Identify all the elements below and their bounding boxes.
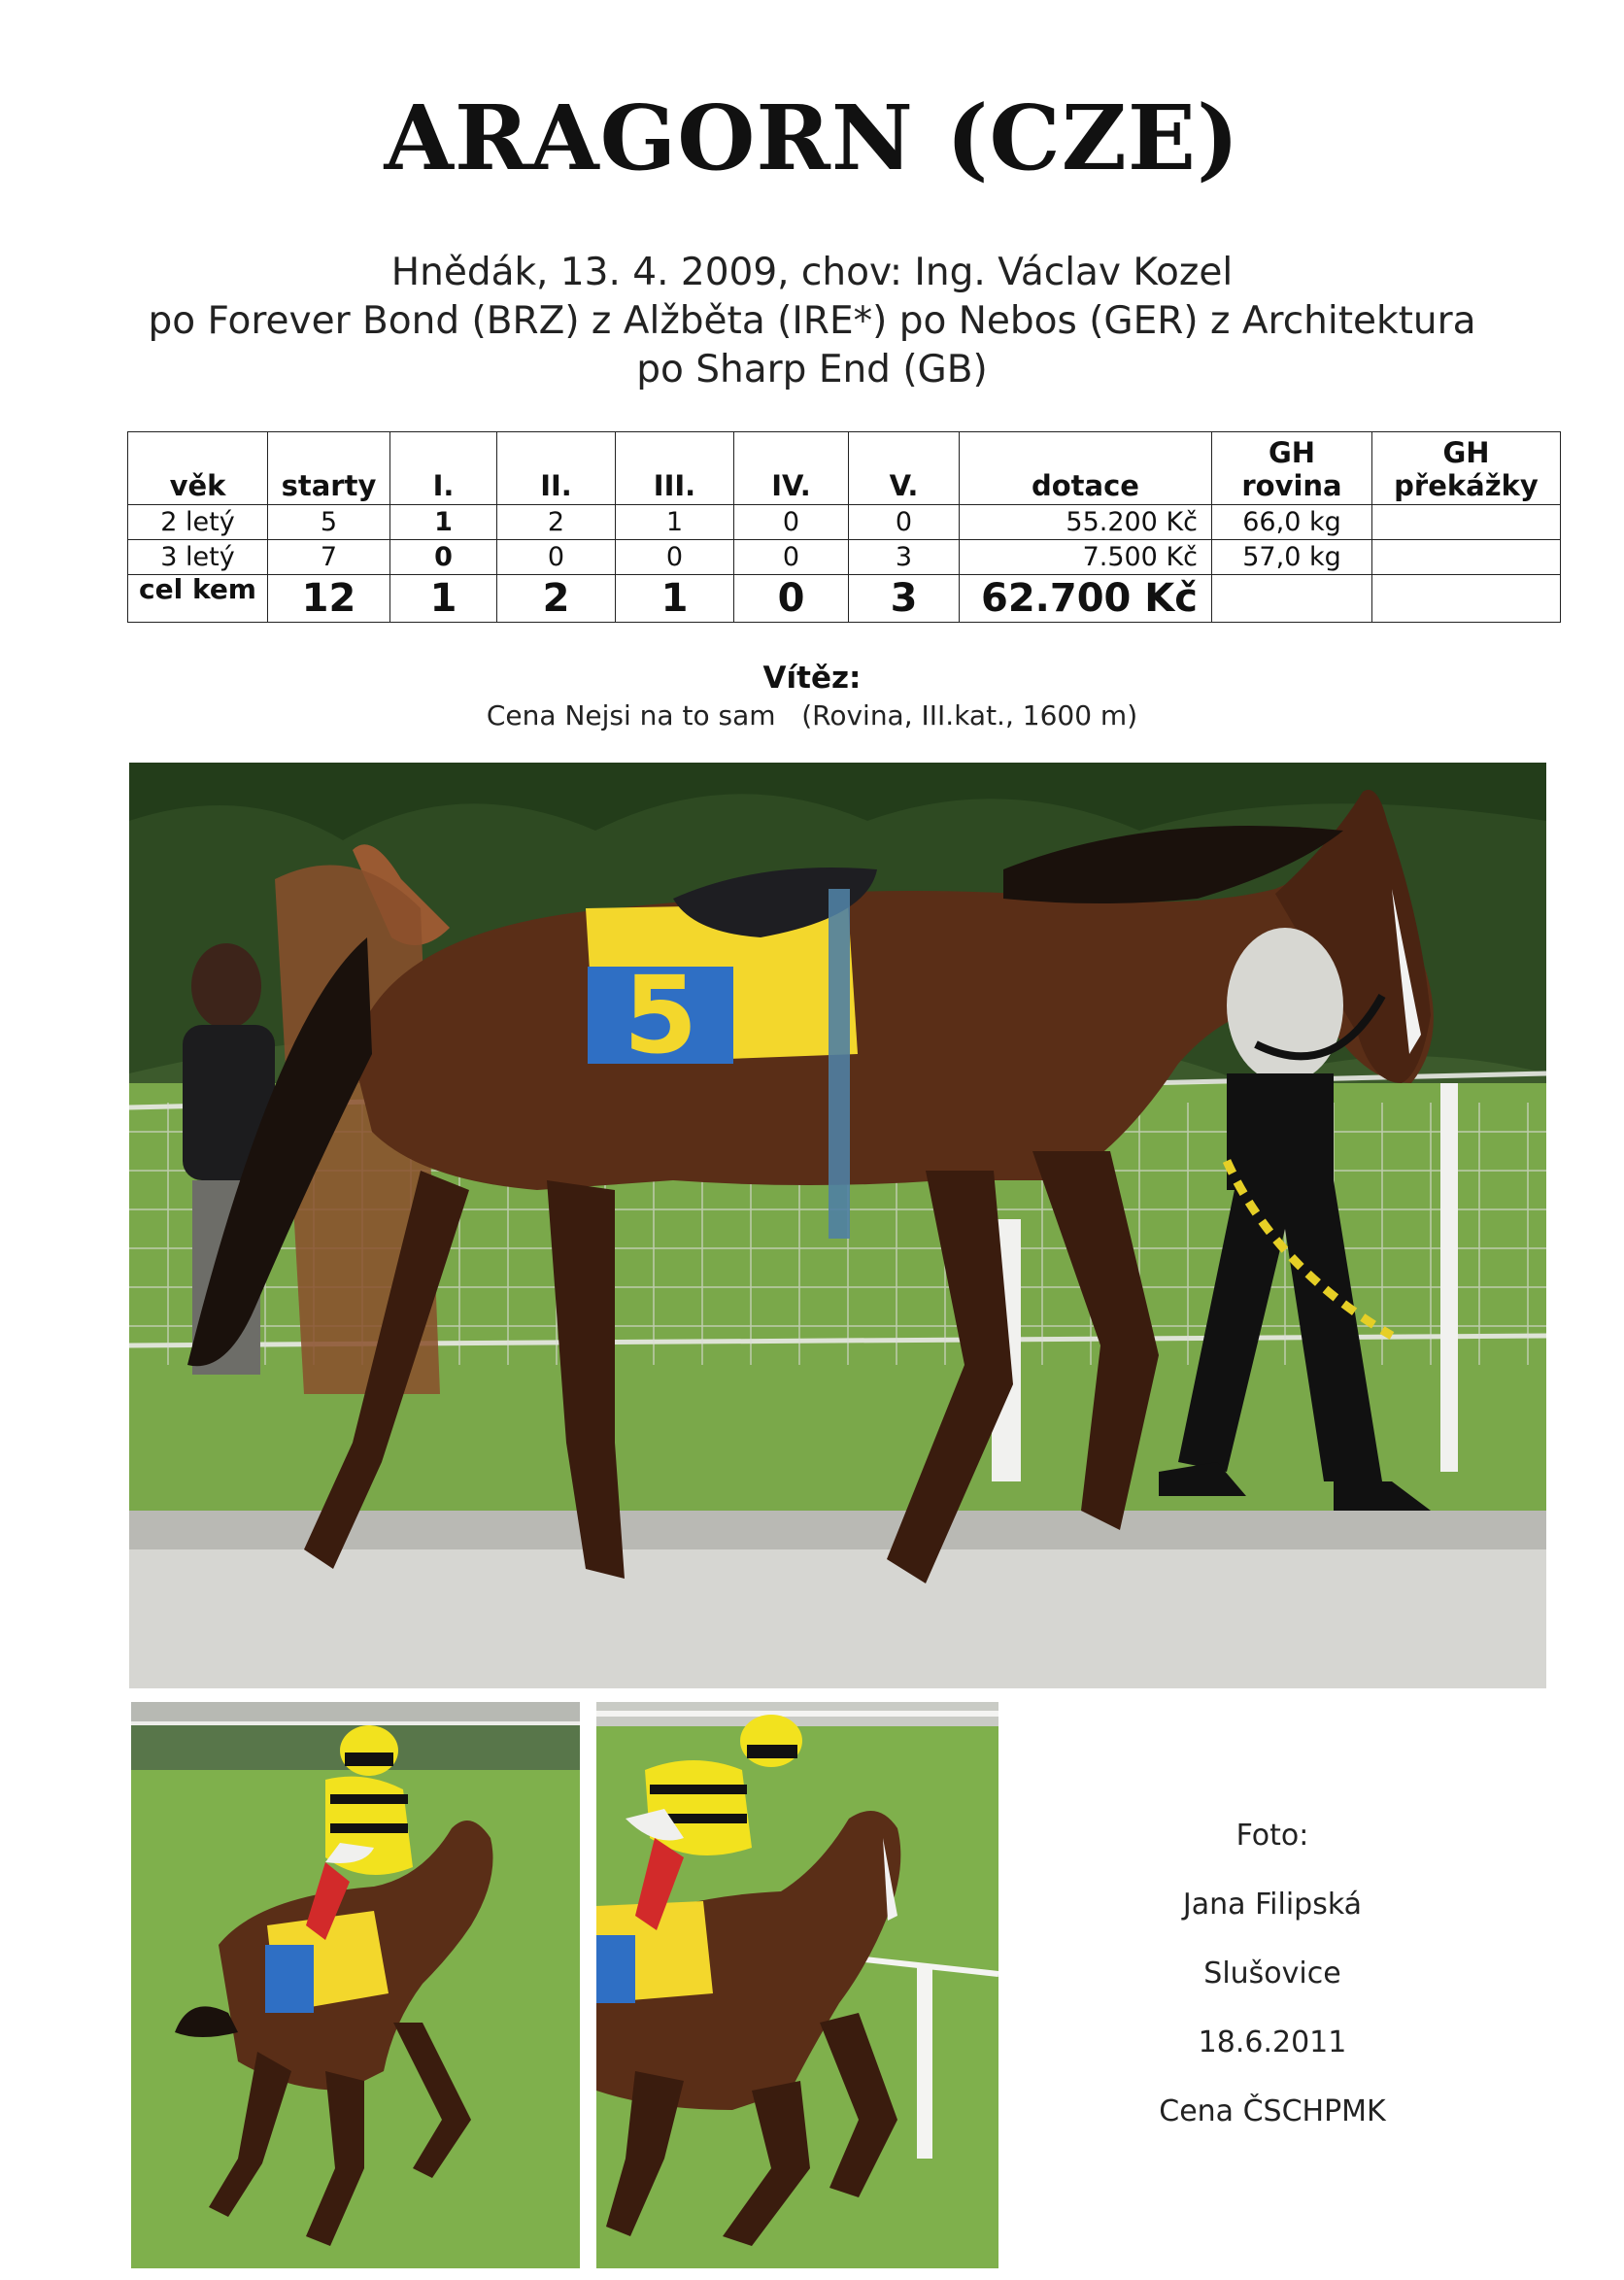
winner-heading: Vítěz: [762, 661, 862, 696]
photo-horse-gallop-2-drawing [596, 1702, 998, 2268]
cell-fifth: 3 [849, 540, 960, 575]
header-gh-rovina-bottom: rovina [1241, 469, 1342, 502]
header-dotace: dotace [960, 432, 1212, 505]
credits-race: Cena ČSCHPMK [1159, 2094, 1386, 2128]
cell-total-gh-prekazky [1372, 575, 1561, 623]
cell-fourth: 0 [734, 540, 849, 575]
cell-dotace: 7.500 Kč [960, 540, 1212, 575]
info-line-2: po Forever Bond (BRZ) z Alžběta (IRE*) po Nebos (GER) z Architektura [148, 299, 1476, 343]
cell-total-fourth: 0 [734, 575, 849, 623]
cell-total-label: cel kem [128, 575, 268, 623]
page-title: ARAGORN (CZE) [384, 85, 1240, 190]
cell-dotace: 55.200 Kč [960, 505, 1212, 540]
cell-fourth: 0 [734, 505, 849, 540]
cell-first: 0 [390, 540, 497, 575]
cell-third: 1 [616, 505, 734, 540]
main-photo-drawing [129, 763, 1546, 1688]
cell-total-dotace: 62.700 Kč [960, 575, 1212, 623]
credits-label: Foto: [1235, 1819, 1309, 1853]
cell-second: 2 [497, 505, 616, 540]
table-total-row [128, 575, 1561, 623]
cell-vek: 2 letý [128, 505, 268, 540]
cell-starty: 5 [268, 505, 390, 540]
photo-credits [1068, 1819, 1476, 2163]
table-row [128, 505, 1561, 540]
cell-first: 1 [390, 505, 497, 540]
cell-total-second: 2 [497, 575, 616, 623]
header-gh-rovina [1212, 432, 1372, 505]
cell-gh-rovina: 57,0 kg [1212, 540, 1372, 575]
header-third: III. [616, 432, 734, 505]
cell-gh-rovina: 66,0 kg [1212, 505, 1372, 540]
cell-total-gh-rovina [1212, 575, 1372, 623]
horse-info [0, 249, 1624, 394]
table-row [128, 540, 1561, 575]
saddle-cloth-number: 5 [623, 953, 698, 1077]
photo-horse-gallop-1 [131, 1702, 580, 2268]
credits-photographer: Jana Filipská [1182, 1888, 1363, 1922]
header-gh-prekazky-bottom: překážky [1394, 469, 1539, 502]
photo-horse-gallop-1-drawing [131, 1702, 580, 2268]
cell-gh-prekazky [1372, 540, 1561, 575]
credits-place: Slušovice [1203, 1957, 1341, 1991]
header-vek: věk [128, 432, 268, 505]
cell-total-fifth: 3 [849, 575, 960, 623]
cell-total-starty: 12 [268, 575, 390, 623]
header-fourth: IV. [734, 432, 849, 505]
header-gh-prekazky-top: GH [1442, 436, 1490, 469]
cell-starty: 7 [268, 540, 390, 575]
header-gh-rovina-top: GH [1268, 436, 1316, 469]
table-header-row [128, 432, 1561, 505]
info-line-3: po Sharp End (GB) [636, 348, 988, 391]
header-second: II. [497, 432, 616, 505]
cell-total-third: 1 [616, 575, 734, 623]
info-line-1: Hnědák, 13. 4. 2009, chov: Ing. Václav Kozel [390, 251, 1234, 294]
winner-race: Cena Nejsi na to sam (Rovina, III.kat., 1600 m) [486, 699, 1138, 732]
header-fifth: V. [849, 432, 960, 505]
cell-gh-prekazky [1372, 505, 1561, 540]
cell-second: 0 [497, 540, 616, 575]
header-gh-prekazky [1372, 432, 1561, 505]
cell-fifth: 0 [849, 505, 960, 540]
credits-date: 18.6.2011 [1198, 2025, 1347, 2059]
cell-vek: 3 letý [128, 540, 268, 575]
main-photo-horse-led [129, 763, 1546, 1688]
cell-total-first: 1 [390, 575, 497, 623]
header-starty: starty [268, 432, 390, 505]
header-first: I. [390, 432, 497, 505]
cell-third: 0 [616, 540, 734, 575]
race-stats-table [127, 431, 1561, 623]
photo-horse-gallop-2 [596, 1702, 998, 2268]
